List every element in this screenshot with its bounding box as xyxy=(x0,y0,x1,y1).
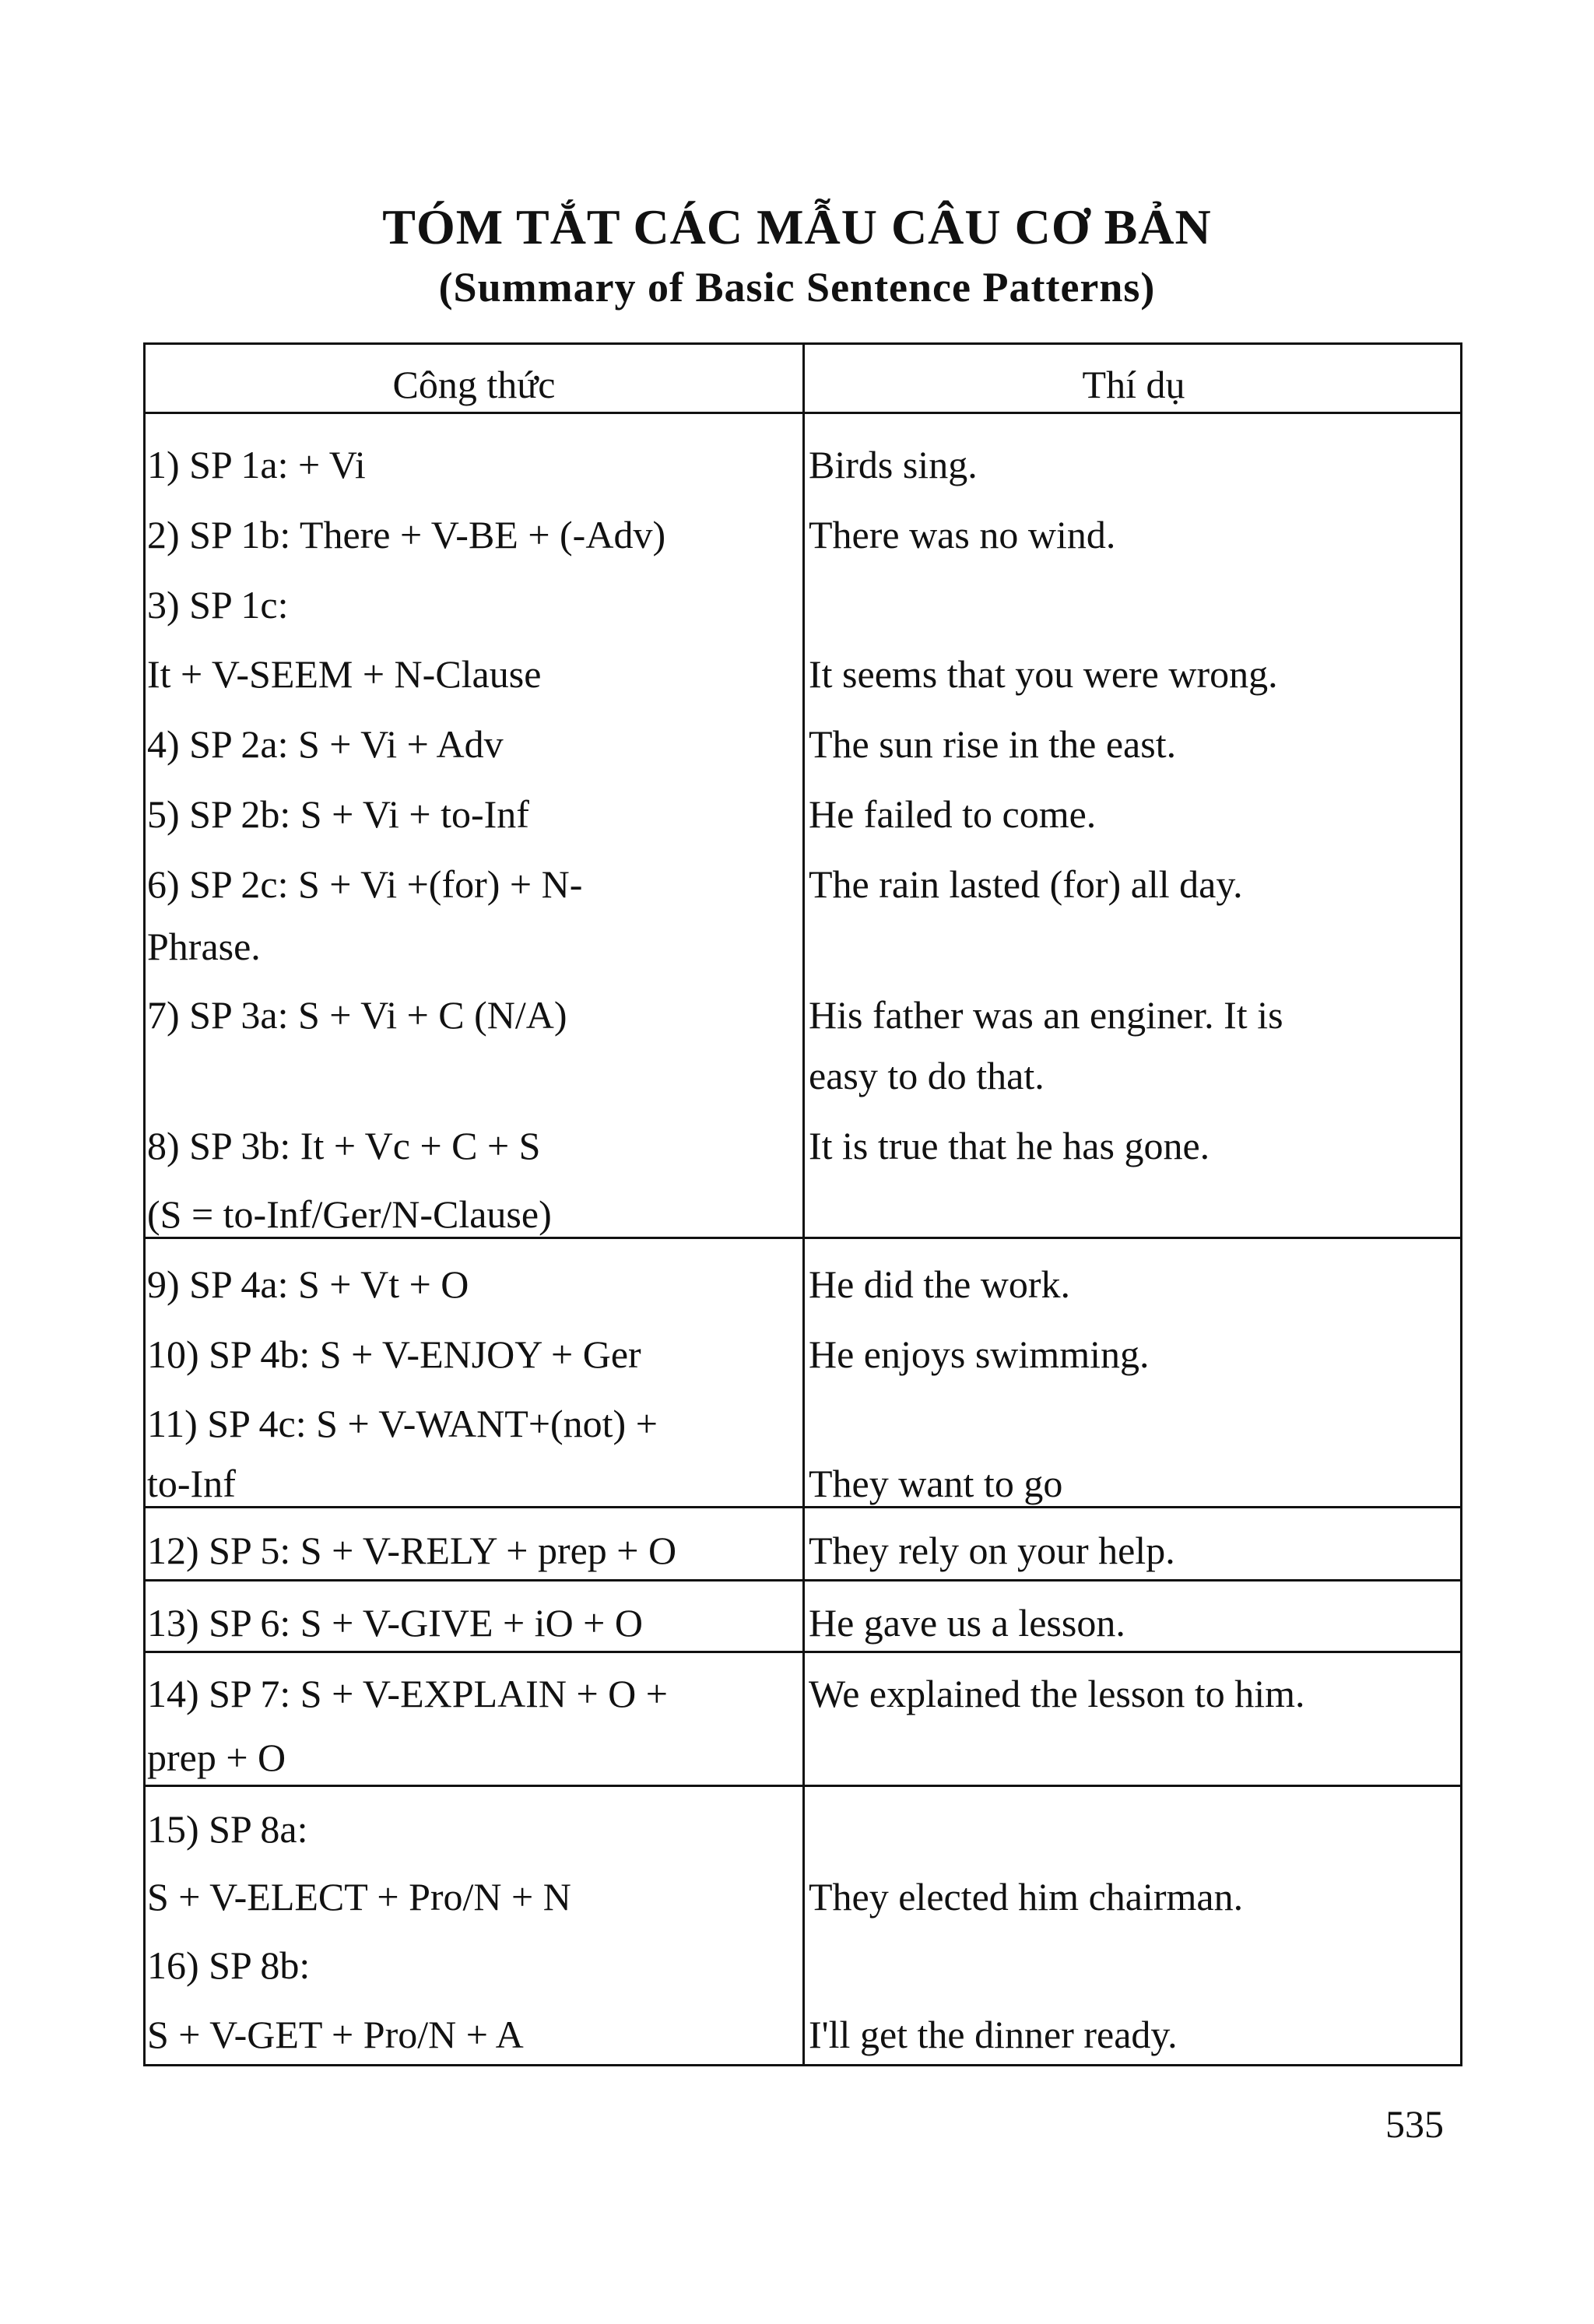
formula-line: 3) SP 1c: xyxy=(147,583,289,627)
formula-line: to-Inf xyxy=(147,1462,236,1505)
formula-line: It + V-SEEM + N-Clause xyxy=(147,652,542,696)
formula-line: Phrase. xyxy=(147,925,261,968)
formula-line: S + V-GET + Pro/N + A xyxy=(147,2013,524,2056)
example-line: I'll get the dinner ready. xyxy=(809,2013,1178,2056)
example-line: He gave us a lesson. xyxy=(809,1601,1125,1645)
formula-line: 12) SP 5: S + V-RELY + prep + O xyxy=(147,1529,677,1572)
header-rule xyxy=(146,412,1460,414)
formula-line: 9) SP 4a: S + Vt + O xyxy=(147,1262,469,1306)
formula-line: 11) SP 4c: S + V-WANT+(not) + xyxy=(147,1402,658,1445)
example-line: He failed to come. xyxy=(809,792,1097,836)
example-line: There was no wind. xyxy=(809,513,1116,556)
example-line: We explained the lesson to him. xyxy=(809,1672,1305,1715)
group-rule xyxy=(146,1506,1460,1508)
example-line: easy to do that. xyxy=(809,1054,1045,1097)
example-line: They want to go xyxy=(809,1462,1063,1505)
formula-line: 5) SP 2b: S + Vi + to-Inf xyxy=(147,792,529,836)
column-header-formula: Công thức xyxy=(392,363,556,406)
example-line: He enjoys swimming. xyxy=(809,1332,1150,1376)
column-divider xyxy=(802,345,805,2064)
patterns-table xyxy=(143,342,1462,2066)
formula-line: 7) SP 3a: S + Vi + C (N/A) xyxy=(147,993,567,1037)
example-line: His father was an enginer. It is xyxy=(809,993,1283,1037)
example-line: The rain lasted (for) all day. xyxy=(809,862,1243,906)
page-title: TÓM TẮT CÁC MẪU CÂU CƠ BẢN xyxy=(382,199,1212,255)
example-line: It is true that he has gone. xyxy=(809,1124,1210,1167)
column-header-example: Thí dụ xyxy=(1082,363,1185,406)
formula-line: 14) SP 7: S + V-EXPLAIN + O + xyxy=(147,1672,668,1715)
formula-line: 10) SP 4b: S + V-ENJOY + Ger xyxy=(147,1332,641,1376)
example-line: They rely on your help. xyxy=(809,1529,1175,1572)
formula-line: 1) SP 1a: + Vi xyxy=(147,443,366,486)
formula-line: 6) SP 2c: S + Vi +(for) + N- xyxy=(147,862,583,906)
example-line: The sun rise in the east. xyxy=(809,722,1177,766)
formula-line: 13) SP 6: S + V-GIVE + iO + O xyxy=(147,1601,643,1645)
group-rule xyxy=(146,1785,1460,1787)
formula-line: 15) SP 8a: xyxy=(147,1807,308,1851)
formula-line: 2) SP 1b: There + V-BE + (-Adv) xyxy=(147,513,666,556)
example-line: He did the work. xyxy=(809,1262,1071,1306)
example-line: They elected him chairman. xyxy=(809,1875,1244,1919)
example-line: Birds sing. xyxy=(809,443,978,486)
formula-line: (S = to-Inf/Ger/N-Clause) xyxy=(147,1192,552,1236)
example-line: It seems that you were wrong. xyxy=(809,652,1278,696)
page-number: 535 xyxy=(1385,2102,1444,2146)
formula-line: S + V-ELECT + Pro/N + N xyxy=(147,1875,571,1919)
formula-line: prep + O xyxy=(147,1736,286,1779)
formula-line: 4) SP 2a: S + Vi + Adv xyxy=(147,722,504,766)
page-subtitle: (Summary of Basic Sentence Patterns) xyxy=(438,264,1156,311)
formula-line: 8) SP 3b: It + Vc + C + S xyxy=(147,1124,541,1167)
formula-line: 16) SP 8b: xyxy=(147,1943,311,1987)
